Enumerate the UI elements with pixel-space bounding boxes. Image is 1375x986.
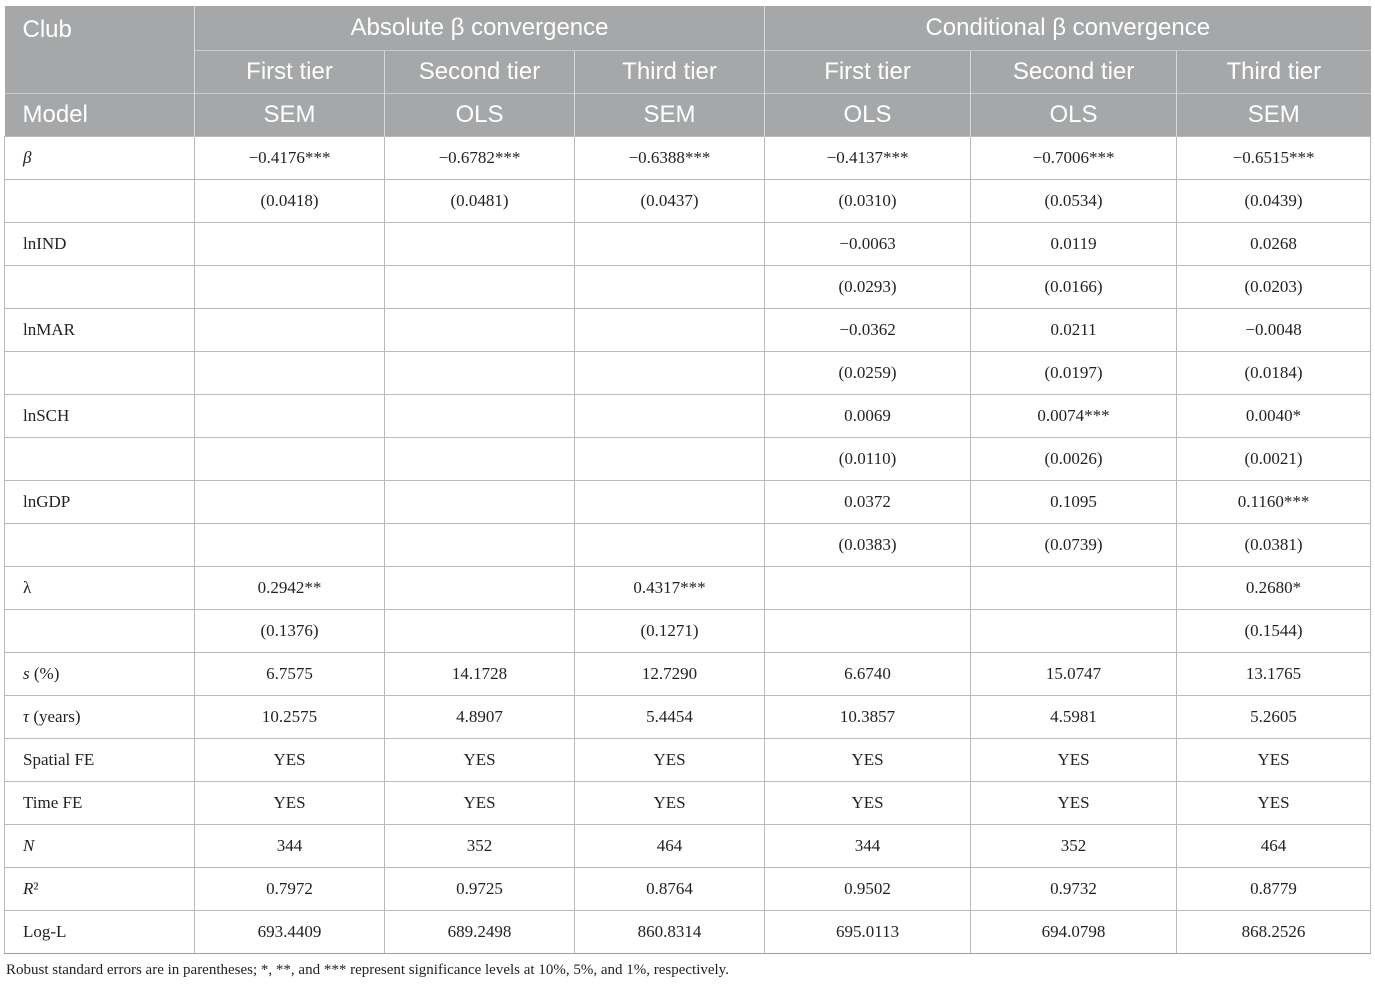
table-cell <box>195 309 385 352</box>
table-cell: (0.0534) <box>971 180 1177 223</box>
table-cell: 6.6740 <box>765 653 971 696</box>
table-cell: 0.2680* <box>1177 567 1371 610</box>
table-cell <box>575 395 765 438</box>
table-cell: YES <box>195 739 385 782</box>
row-label <box>5 266 195 309</box>
table-cell <box>195 223 385 266</box>
table-cell: (0.0021) <box>1177 438 1371 481</box>
table-cell <box>385 567 575 610</box>
table-cell: (0.0481) <box>385 180 575 223</box>
row-label: Time FE <box>5 782 195 825</box>
table-row <box>5 825 1371 868</box>
table-cell <box>575 352 765 395</box>
table-cell: (0.1376) <box>195 610 385 653</box>
table-cell <box>575 481 765 524</box>
table-cell: 0.0268 <box>1177 223 1371 266</box>
table-row <box>5 395 1371 438</box>
table-cell: −0.6782*** <box>385 137 575 180</box>
model-type-cell: OLS <box>765 94 971 137</box>
model-type-cell: SEM <box>1177 94 1371 137</box>
table-cell <box>195 266 385 309</box>
table-row <box>5 266 1371 309</box>
table-cell <box>385 524 575 567</box>
table-cell: 0.0119 <box>971 223 1177 266</box>
row-label: τ (years) <box>5 696 195 739</box>
table-cell: (0.0310) <box>765 180 971 223</box>
table-cell: 352 <box>385 825 575 868</box>
table-cell <box>385 352 575 395</box>
row-label <box>5 610 195 653</box>
table-cell: (0.1544) <box>1177 610 1371 653</box>
table-row <box>5 438 1371 481</box>
table-cell: 0.0074*** <box>971 395 1177 438</box>
row-label: lnSCH <box>5 395 195 438</box>
table-cell <box>385 395 575 438</box>
table-cell <box>385 266 575 309</box>
table-cell: (0.0026) <box>971 438 1177 481</box>
table-cell: −0.7006*** <box>971 137 1177 180</box>
table-row <box>5 309 1371 352</box>
table-cell: 0.1095 <box>971 481 1177 524</box>
row-label: β <box>5 137 195 180</box>
table-cell: (0.0259) <box>765 352 971 395</box>
table-cell: 0.9502 <box>765 868 971 911</box>
table-cell: (0.0383) <box>765 524 971 567</box>
row-label: s (%) <box>5 653 195 696</box>
table-cell: (0.0437) <box>575 180 765 223</box>
table-cell: −0.4176*** <box>195 137 385 180</box>
table-row <box>5 137 1371 180</box>
table-cell: 13.1765 <box>1177 653 1371 696</box>
table-cell: (0.0439) <box>1177 180 1371 223</box>
table-cell: 0.2942** <box>195 567 385 610</box>
tier-header: Second tier <box>385 51 575 94</box>
table-cell: YES <box>1177 782 1371 825</box>
table-cell: 0.8764 <box>575 868 765 911</box>
table-row <box>5 352 1371 395</box>
table-cell <box>971 567 1177 610</box>
table-cell: (0.1271) <box>575 610 765 653</box>
table-cell: (0.0110) <box>765 438 971 481</box>
table-cell: 694.0798 <box>971 911 1177 954</box>
table-cell <box>195 481 385 524</box>
table-cell <box>765 610 971 653</box>
table-cell: −0.4137*** <box>765 137 971 180</box>
row-label: R² <box>5 868 195 911</box>
table-cell: 344 <box>765 825 971 868</box>
table-row <box>5 481 1371 524</box>
table-cell: YES <box>765 739 971 782</box>
table-cell: 0.0069 <box>765 395 971 438</box>
table-cell: 344 <box>195 825 385 868</box>
table-cell: 0.8779 <box>1177 868 1371 911</box>
table-cell: YES <box>971 782 1177 825</box>
table-cell: 14.1728 <box>385 653 575 696</box>
row-label <box>5 180 195 223</box>
table-cell: 0.9732 <box>971 868 1177 911</box>
table-cell: 695.0113 <box>765 911 971 954</box>
row-label <box>5 524 195 567</box>
table-cell <box>195 352 385 395</box>
tier-header: First tier <box>195 51 385 94</box>
table-cell: (0.0166) <box>971 266 1177 309</box>
table-cell: YES <box>971 739 1177 782</box>
table-cell: 0.7972 <box>195 868 385 911</box>
table-cell: 4.5981 <box>971 696 1177 739</box>
table-cell: 860.8314 <box>575 911 765 954</box>
table-cell: YES <box>575 782 765 825</box>
table-cell <box>385 223 575 266</box>
conditional-convergence-header: Conditional β convergence <box>765 6 1371 51</box>
row-label: Spatial FE <box>5 739 195 782</box>
table-cell: 0.0040* <box>1177 395 1371 438</box>
table-cell: 868.2526 <box>1177 911 1371 954</box>
table-cell: (0.0184) <box>1177 352 1371 395</box>
model-type-cell: SEM <box>575 94 765 137</box>
table-cell: 0.4317*** <box>575 567 765 610</box>
table-row <box>5 868 1371 911</box>
table-cell: (0.0197) <box>971 352 1177 395</box>
absolute-convergence-header: Absolute β convergence <box>195 6 765 51</box>
row-label: Log-L <box>5 911 195 954</box>
table-header <box>5 6 1371 137</box>
table-cell: 693.4409 <box>195 911 385 954</box>
table-cell: 0.0372 <box>765 481 971 524</box>
table-cell: 352 <box>971 825 1177 868</box>
table-cell <box>385 309 575 352</box>
table-row <box>5 524 1371 567</box>
table-cell: −0.0063 <box>765 223 971 266</box>
table-cell <box>385 481 575 524</box>
table-row <box>5 653 1371 696</box>
regression-results-table <box>4 6 1371 954</box>
table-cell: −0.0362 <box>765 309 971 352</box>
table-cell <box>575 309 765 352</box>
table-cell: 0.0211 <box>971 309 1177 352</box>
table-cell: (0.0739) <box>971 524 1177 567</box>
table-cell <box>195 438 385 481</box>
table-cell <box>971 610 1177 653</box>
model-header: Model <box>5 94 195 137</box>
table-body <box>5 137 1371 954</box>
table-cell: 5.2605 <box>1177 696 1371 739</box>
table-cell: YES <box>1177 739 1371 782</box>
tier-header: Third tier <box>575 51 765 94</box>
table-cell: 464 <box>575 825 765 868</box>
table-cell: 10.3857 <box>765 696 971 739</box>
table-footnote: Robust standard errors are in parentheses; *, **, and *** represent significance levels at 10%, 5%, and 1%, respectively. <box>6 962 729 978</box>
table-cell: 4.8907 <box>385 696 575 739</box>
table-cell <box>195 395 385 438</box>
row-label <box>5 352 195 395</box>
table-row <box>5 567 1371 610</box>
row-label: lnIND <box>5 223 195 266</box>
table-cell <box>765 567 971 610</box>
table-cell: −0.6388*** <box>575 137 765 180</box>
row-label: lnMAR <box>5 309 195 352</box>
table-cell: (0.0418) <box>195 180 385 223</box>
table-cell: (0.0381) <box>1177 524 1371 567</box>
table-cell <box>195 524 385 567</box>
table-cell <box>575 438 765 481</box>
table-cell <box>575 223 765 266</box>
table-cell: −0.0048 <box>1177 309 1371 352</box>
tier-header: Second tier <box>971 51 1177 94</box>
table-cell: 10.2575 <box>195 696 385 739</box>
table-cell <box>575 524 765 567</box>
table-cell: −0.6515*** <box>1177 137 1371 180</box>
row-label: N <box>5 825 195 868</box>
club-header: Club <box>5 6 195 94</box>
table-cell <box>385 610 575 653</box>
table-cell <box>575 266 765 309</box>
table-row <box>5 696 1371 739</box>
table-cell: 6.7575 <box>195 653 385 696</box>
table-cell: 464 <box>1177 825 1371 868</box>
tier-header: Third tier <box>1177 51 1371 94</box>
table-row <box>5 911 1371 954</box>
tier-header: First tier <box>765 51 971 94</box>
model-type-cell: OLS <box>971 94 1177 137</box>
table-row <box>5 782 1371 825</box>
table-cell: 0.9725 <box>385 868 575 911</box>
model-type-cell: OLS <box>385 94 575 137</box>
row-label: lnGDP <box>5 481 195 524</box>
table-cell: 0.1160*** <box>1177 481 1371 524</box>
table-cell: YES <box>385 782 575 825</box>
table-cell: 689.2498 <box>385 911 575 954</box>
table-cell: 15.0747 <box>971 653 1177 696</box>
table-row <box>5 223 1371 266</box>
table-cell: YES <box>575 739 765 782</box>
table-cell: YES <box>765 782 971 825</box>
table-cell: 5.4454 <box>575 696 765 739</box>
table-cell: YES <box>195 782 385 825</box>
table-cell: (0.0203) <box>1177 266 1371 309</box>
table-cell <box>385 438 575 481</box>
table-cell: 12.7290 <box>575 653 765 696</box>
row-label <box>5 438 195 481</box>
model-type-cell: SEM <box>195 94 385 137</box>
table-cell: YES <box>385 739 575 782</box>
row-label: λ <box>5 567 195 610</box>
table-row <box>5 610 1371 653</box>
table-row <box>5 180 1371 223</box>
table-cell: (0.0293) <box>765 266 971 309</box>
table-row <box>5 739 1371 782</box>
